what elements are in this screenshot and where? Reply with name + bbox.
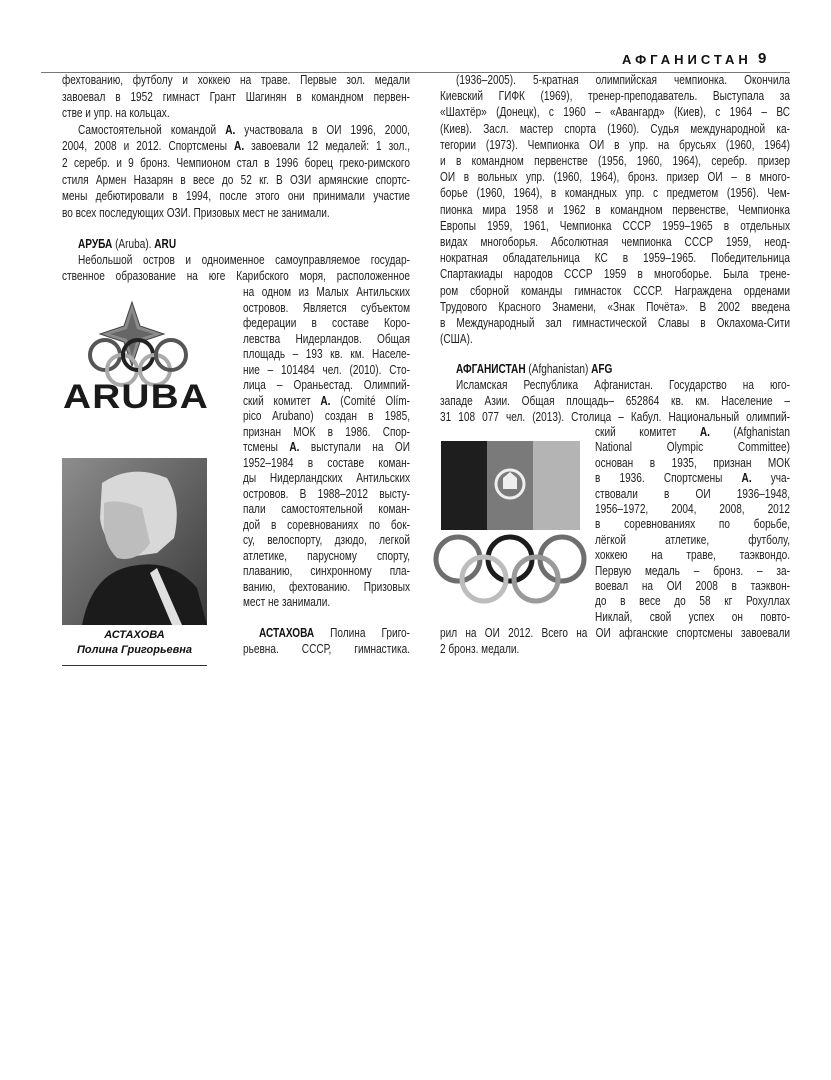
text-line: [62, 138, 410, 155]
text-run: островов. Является субъектом: [243, 300, 410, 315]
text-run: борье (1960, 1964), в командных упр. с предметом (1956). Чем-: [440, 186, 790, 201]
text-run: атлетике, парусному спорту,: [243, 548, 410, 563]
caption-rule: [62, 665, 207, 666]
afghanistan-flag: [441, 441, 580, 530]
text-run: Спартакиады народов СССР 1959 в многоборье. Была трене-: [440, 267, 790, 282]
text-line: [243, 347, 410, 363]
text-line: [62, 72, 410, 89]
text-run: пионка мира 1958 и 1962 в командном первенстве, Чемпионка: [440, 202, 790, 217]
text-line: [62, 122, 410, 139]
text-run: ский комитет: [243, 393, 321, 408]
astakhova-entry-body: [440, 72, 831, 347]
text-line: [440, 121, 790, 137]
text-run: воевал на ОИ 2008 в таэквон-: [595, 579, 790, 594]
text-line: [440, 361, 790, 377]
text-line: [243, 580, 410, 596]
text-run: (1936–2005). 5-кратная олимпийская чемпионка. Окончила: [456, 73, 790, 87]
text-run: пали самостоятельной коман-: [243, 502, 410, 516]
text-run: 1952–1984 в составе коман-: [243, 455, 410, 470]
text-run: лица – Ораньестад. Олимпий-: [243, 378, 410, 392]
text-run: (Afghanistan: [709, 425, 790, 439]
text-run: ние – 101484 чел. (2010). Сто-: [243, 362, 410, 377]
text-run: Самостоятельной командой: [78, 122, 226, 137]
text-run: су, велоспорту, дзюдо, легкой: [243, 533, 410, 547]
astakhova-entry-start: [243, 626, 452, 657]
text-line: [243, 642, 410, 658]
text-line: [440, 137, 790, 153]
text-run: (Aruba).: [112, 237, 155, 251]
text-run: тсмены: [243, 440, 290, 454]
text-line: [595, 502, 790, 517]
text-run: признан МОК в 1986. Спор-: [243, 424, 410, 439]
bold-term: А.: [699, 425, 710, 439]
text-run: федерации в составе Коро-: [243, 316, 410, 330]
bold-term: АФГАНИСТАН: [456, 362, 526, 376]
bold-term: АРУБА: [78, 237, 113, 251]
text-run: в 1936. Спортсмены: [595, 471, 742, 486]
afghanistan-entry-end: [440, 625, 831, 657]
text-line: [243, 549, 410, 565]
text-run: западе Азии. Общая площадь– 652864 кв. км. Население –: [440, 394, 790, 408]
text-run: ром сборной команды гимнасток СССР. Награждена орденами: [440, 283, 790, 298]
text-line: [243, 425, 410, 441]
text-run: Полина Григо-: [314, 626, 410, 640]
text-run: участвовала в ОИ 1996, 2000,: [235, 122, 410, 137]
text-line: [440, 169, 790, 185]
afghanistan-entry-body: [595, 425, 831, 625]
text-line: [440, 409, 790, 425]
text-run: ственное образование на юге Карибского моря, расположенное: [62, 269, 410, 283]
text-line: [440, 625, 790, 641]
text-line: [595, 564, 790, 579]
text-run: уча-: [751, 471, 790, 486]
text-run: ствовали в ОИ 1936–1948,: [595, 486, 790, 501]
afghanistan-entry-intro: [440, 361, 831, 425]
text-run: и в командном первенстве (1956, 1960, 1964), серебр. призер: [440, 154, 790, 169]
text-line: [62, 236, 410, 252]
text-line: [595, 533, 790, 548]
text-run: мест не занимали.: [243, 595, 331, 609]
text-run: выступали на ОИ: [299, 440, 410, 454]
text-run: дой в соревнованиях по бок-: [243, 517, 410, 532]
text-line: [595, 440, 790, 455]
text-line: [243, 471, 410, 487]
bold-term: АСТАХОВА: [259, 626, 315, 640]
text-line: [62, 105, 410, 122]
text-run: National Olympic Committee): [595, 440, 790, 455]
bold-term: А.: [234, 139, 245, 154]
aruba-entry-body: [243, 285, 452, 611]
text-run: нократная обладательница КС в 1959–1965. Победительница: [440, 251, 790, 266]
text-run: рьевна. СССР, гимнастика.: [243, 641, 410, 656]
text-run: Трудового Красного Знамени, «Знак Почёта». В 2002 введена: [440, 299, 790, 314]
text-line: [440, 641, 790, 657]
text-run: площадь – 193 кв. км. Населе-: [243, 347, 410, 361]
text-run: до в весе до 58 кг Рохуллах: [595, 594, 790, 609]
text-line: [595, 579, 790, 594]
text-run: стве и упр. на кольцах.: [62, 106, 170, 121]
text-run: островов. В 1988–2012 высту-: [243, 486, 410, 501]
text-line: [595, 610, 790, 625]
text-run: лёгкой атлетике, футболу,: [595, 532, 790, 547]
text-line: [243, 394, 410, 410]
caption-surname: АСТАХОВА: [104, 629, 165, 641]
text-line: [440, 234, 790, 250]
text-line: [62, 172, 410, 189]
page-number: 9: [758, 50, 767, 67]
text-line: [243, 378, 410, 394]
text-line: [440, 283, 790, 299]
text-run: во всех последующих ОЗИ. Призовых мест не занимали.: [62, 205, 330, 220]
portrait-image: [62, 458, 207, 625]
text-line: [440, 104, 790, 120]
text-line: [62, 155, 410, 172]
bold-term: А.: [225, 122, 236, 137]
text-line: [243, 595, 410, 611]
text-line: [62, 205, 410, 222]
photo-caption: [62, 628, 207, 658]
text-line: [243, 301, 410, 317]
text-line: [243, 533, 410, 549]
text-line: [62, 89, 410, 106]
text-line: [243, 456, 410, 472]
text-run: Исламская Республика Афганистан. Государство на юго-: [456, 378, 790, 392]
text-line: [440, 315, 790, 331]
text-run: ды Нидерландских Антильских: [243, 471, 410, 485]
aruba-olympic-logo: [60, 300, 212, 412]
text-run: рил на ОИ 2012. Всего на ОИ афганские спортсмены завоевали: [440, 626, 790, 640]
text-run: Никлай, свой успех он повто-: [595, 609, 790, 624]
text-run: 2 бронз. медали.: [440, 642, 520, 656]
text-run: pico Arubano) создан в 1985,: [243, 409, 410, 423]
text-line: [62, 268, 410, 284]
text-run: (Afghanistan): [525, 362, 592, 376]
text-line: [595, 425, 790, 440]
text-line: [440, 250, 790, 266]
text-run: в Международный зал гимнастической Славы в Оклахома-Сити: [440, 316, 790, 331]
text-line: [595, 471, 790, 486]
text-run: завоевали 12 медалей: 1 зол.,: [244, 139, 410, 154]
text-line: [243, 363, 410, 379]
text-run: (Киев). Засл. мастер спорта (1960). Судья международной ка-: [440, 121, 790, 136]
text-line: [440, 72, 790, 88]
text-run: 2004, 2008 и 2012. Спортсмены: [62, 139, 235, 154]
text-line: [243, 487, 410, 503]
olympic-rings: [432, 533, 588, 605]
bold-term: А.: [289, 440, 300, 454]
text-run: 2 серебр. и 9 бронз. Чемпионом стал в 1996 борец греко-римского: [62, 155, 410, 170]
text-line: [440, 153, 790, 169]
text-run: ский комитет: [595, 425, 700, 439]
running-header-title: АФГАНИСТАН: [622, 52, 752, 67]
armenia-entry-continuation: [62, 72, 497, 221]
text-line: [440, 377, 790, 393]
text-run: Небольшой остров и одноименное самоуправляемое государ-: [78, 253, 410, 267]
text-run: стиля Армен Назарян в весе до 52 кг. В ОЗИ армянские спортс-: [62, 172, 410, 187]
text-run: хоккею на траве, таэквондо.: [595, 548, 790, 563]
text-line: [243, 440, 410, 456]
text-run: завоевал в 1952 гимнаст Грант Шагинян в командном первен-: [62, 89, 410, 104]
bold-term: А.: [320, 393, 331, 408]
text-line: [595, 594, 790, 609]
text-line: [440, 88, 790, 104]
text-run: ОИ в вольных упр. (1960, 1964), бронз. призер ОИ – в много-: [440, 170, 790, 185]
text-line: [243, 316, 410, 332]
text-line: [595, 487, 790, 502]
text-run: (США).: [440, 332, 473, 347]
text-line: [595, 517, 790, 532]
text-line: [243, 285, 410, 301]
text-line: [440, 299, 790, 315]
text-line: [243, 332, 410, 348]
text-line: [440, 266, 790, 282]
text-run: тегории (1973). Чемпионка ОИ в упр. на брусьях (1960, 1964): [440, 137, 790, 152]
text-line: [243, 502, 410, 518]
astakhova-portrait-photo: [62, 458, 207, 625]
text-line: [243, 518, 410, 534]
text-line: [62, 252, 410, 268]
text-line: [595, 548, 790, 563]
text-run: видах многоборья. Абсолютная чемпионка СССР 1959, неод-: [440, 235, 790, 250]
text-run: на одном из Малых Антильских: [243, 285, 410, 299]
text-run: Первую медаль – бронз. – за-: [595, 563, 790, 578]
text-line: [595, 456, 790, 471]
text-line: [440, 202, 790, 218]
text-line: [440, 331, 790, 347]
text-run: основан в 1935, признан МОК: [595, 455, 790, 470]
bold-term: AFG: [591, 362, 613, 376]
caption-name: Полина Григорьевна: [76, 644, 193, 656]
text-line: [440, 218, 790, 234]
text-run: «Шахтёр» (Донецк), с 1960 – «Авангард» (Киев), с 1964 – ВС: [440, 105, 790, 120]
text-run: в соревнованиях по борьбе,: [595, 517, 790, 532]
text-line: [243, 564, 410, 580]
text-run: ванию, фехтованию. Призовых: [243, 579, 410, 594]
text-line: [440, 185, 790, 201]
text-line: [243, 409, 410, 425]
text-run: Европы 1959, 1961, Чемпионка СССР 1959–1965 в отдельных: [440, 218, 790, 233]
text-run: фехтованию, футболу и хоккею на траве. Первые зол. медали: [62, 73, 410, 87]
text-run: мены дебютировали в 1994, после этого они принимали участие: [62, 189, 410, 204]
text-line: [440, 393, 790, 409]
text-run: Киевский ГИФК (1969), тренер-преподаватель. Выступала за: [440, 89, 790, 104]
text-line: [62, 188, 410, 205]
text-run: 1956–1972, 2004, 2008, 2012: [595, 502, 790, 517]
text-run: (Comité Olím-: [330, 393, 410, 408]
text-run: плаванию, синхронному пла-: [243, 564, 410, 578]
bold-term: ARU: [154, 237, 177, 251]
text-run: 31 108 077 чел. (2013). Столица – Кабул. Национальный олимпий-: [440, 410, 790, 424]
text-run: левства Нидерландов. Общая: [243, 331, 410, 346]
aruba-logo-wordmark: ARUBA: [63, 378, 209, 412]
aruba-entry-intro: [62, 236, 497, 284]
bold-term: А.: [741, 471, 752, 486]
text-line: [243, 626, 410, 642]
